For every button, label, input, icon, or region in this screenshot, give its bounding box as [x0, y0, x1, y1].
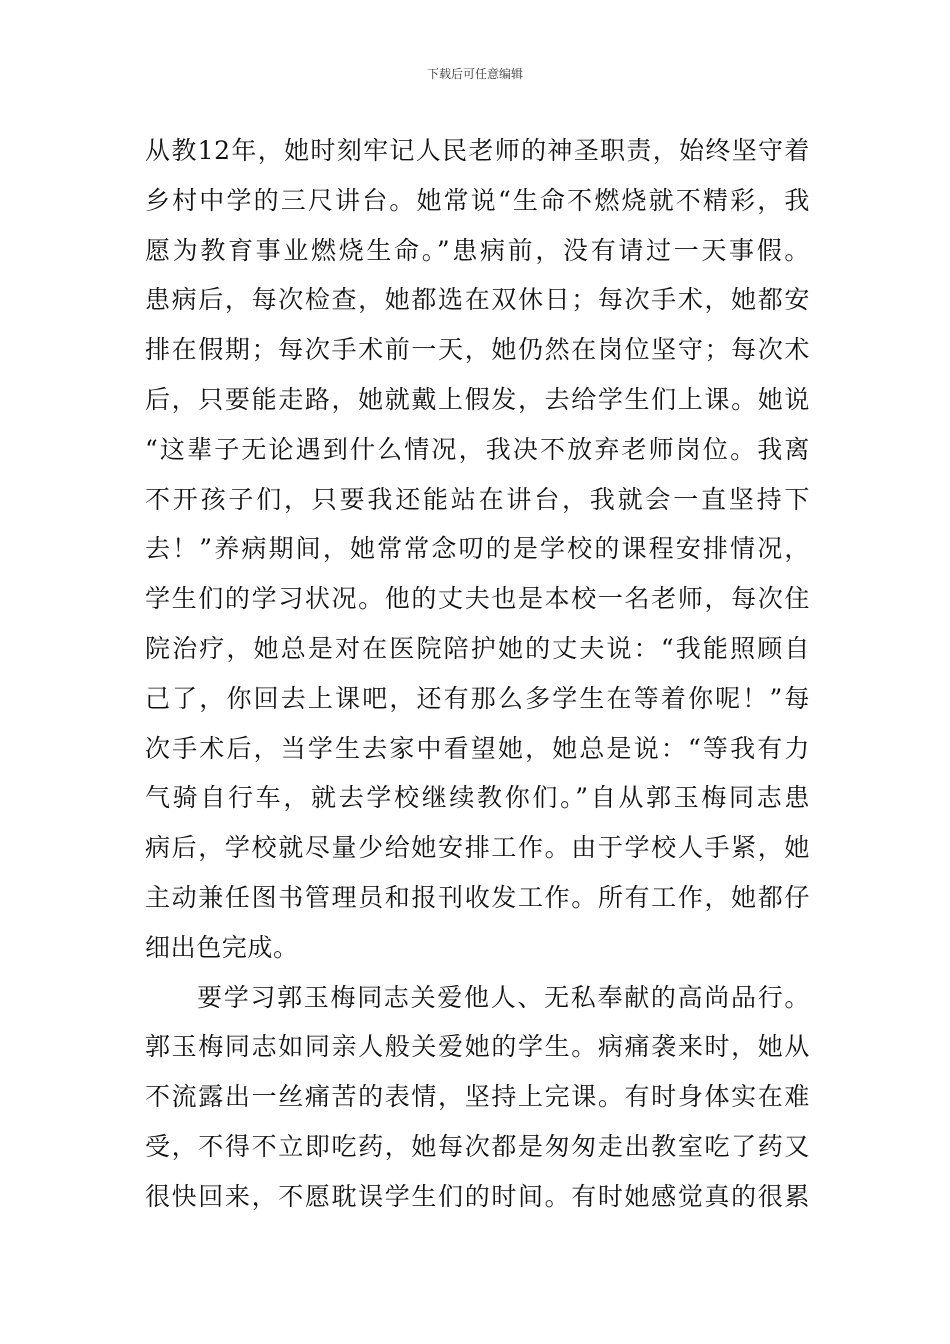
- text-line: 很快回来，不愿耽误学生们的时间。有时她感觉真的很累: [145, 1181, 810, 1211]
- text-line: 己了，你回去上课吧，还有那么多学生在等着你呢！”每: [145, 683, 810, 713]
- text-line: 从教12年，她时刻牢记人民老师的神圣职责，始终坚守着: [145, 136, 810, 165]
- text-line: 细出色完成。: [145, 932, 299, 962]
- text-line: 不开孩子们，只要我还能站在讲台，我就会一直坚持下: [145, 484, 810, 514]
- text-line: 乡村中学的三尺讲台。她常说“生命不燃烧就不精彩，我: [145, 185, 810, 215]
- page-header: 下载后可任意编辑: [426, 67, 523, 81]
- text-line: 愿为教育事业燃烧生命。”患病前，没有请过一天事假。: [145, 235, 810, 265]
- text-line: “这辈子无论遇到什么情况，我决不放弃老师岗位。我离: [145, 434, 810, 464]
- text-line: 郭玉梅同志如同亲人般关爱她的学生。病痛袭来时，她从: [145, 1032, 810, 1062]
- text-line: 要学习郭玉梅同志关爱他人、无私奉献的高尚品行。: [197, 982, 810, 1012]
- text-line: 学生们的学习状况。他的丈夫也是本校一名老师，每次住: [145, 584, 810, 614]
- text-line: 去！”养病期间，她常常念叨的是学校的课程安排情况，: [145, 534, 810, 564]
- text-line: 主动兼任图书管理员和报刊收发工作。所有工作，她都仔: [145, 882, 810, 912]
- text-line: 受，不得不立即吃药，她每次都是匆匆走出教室吃了药又: [145, 1131, 810, 1161]
- text-line: 次手术后，当学生去家中看望她，她总是说：“等我有力: [145, 733, 810, 763]
- text-line: 后，只要能走路，她就戴上假发，去给学生们上课。她说: [145, 384, 810, 414]
- text-line: 患病后，每次检查，她都选在双休日；每次手术，她都安: [145, 285, 810, 315]
- text-line: 气骑自行车，就去学校继续教你们。”自从郭玉梅同志患: [145, 783, 810, 813]
- text-line: 排在假期；每次手术前一天，她仍然在岗位坚守；每次术: [145, 335, 810, 365]
- document-body: [145, 126, 810, 1222]
- text-line: 病后，学校就尽量少给她安排工作。由于学校人手紧，她: [145, 833, 810, 863]
- text-line: 不流露出一丝痛苦的表情，坚持上完课。有时身体实在难: [145, 1082, 810, 1112]
- text-line: 院治疗，她总是对在医院陪护她的丈夫说：“我能照顾自: [145, 633, 810, 663]
